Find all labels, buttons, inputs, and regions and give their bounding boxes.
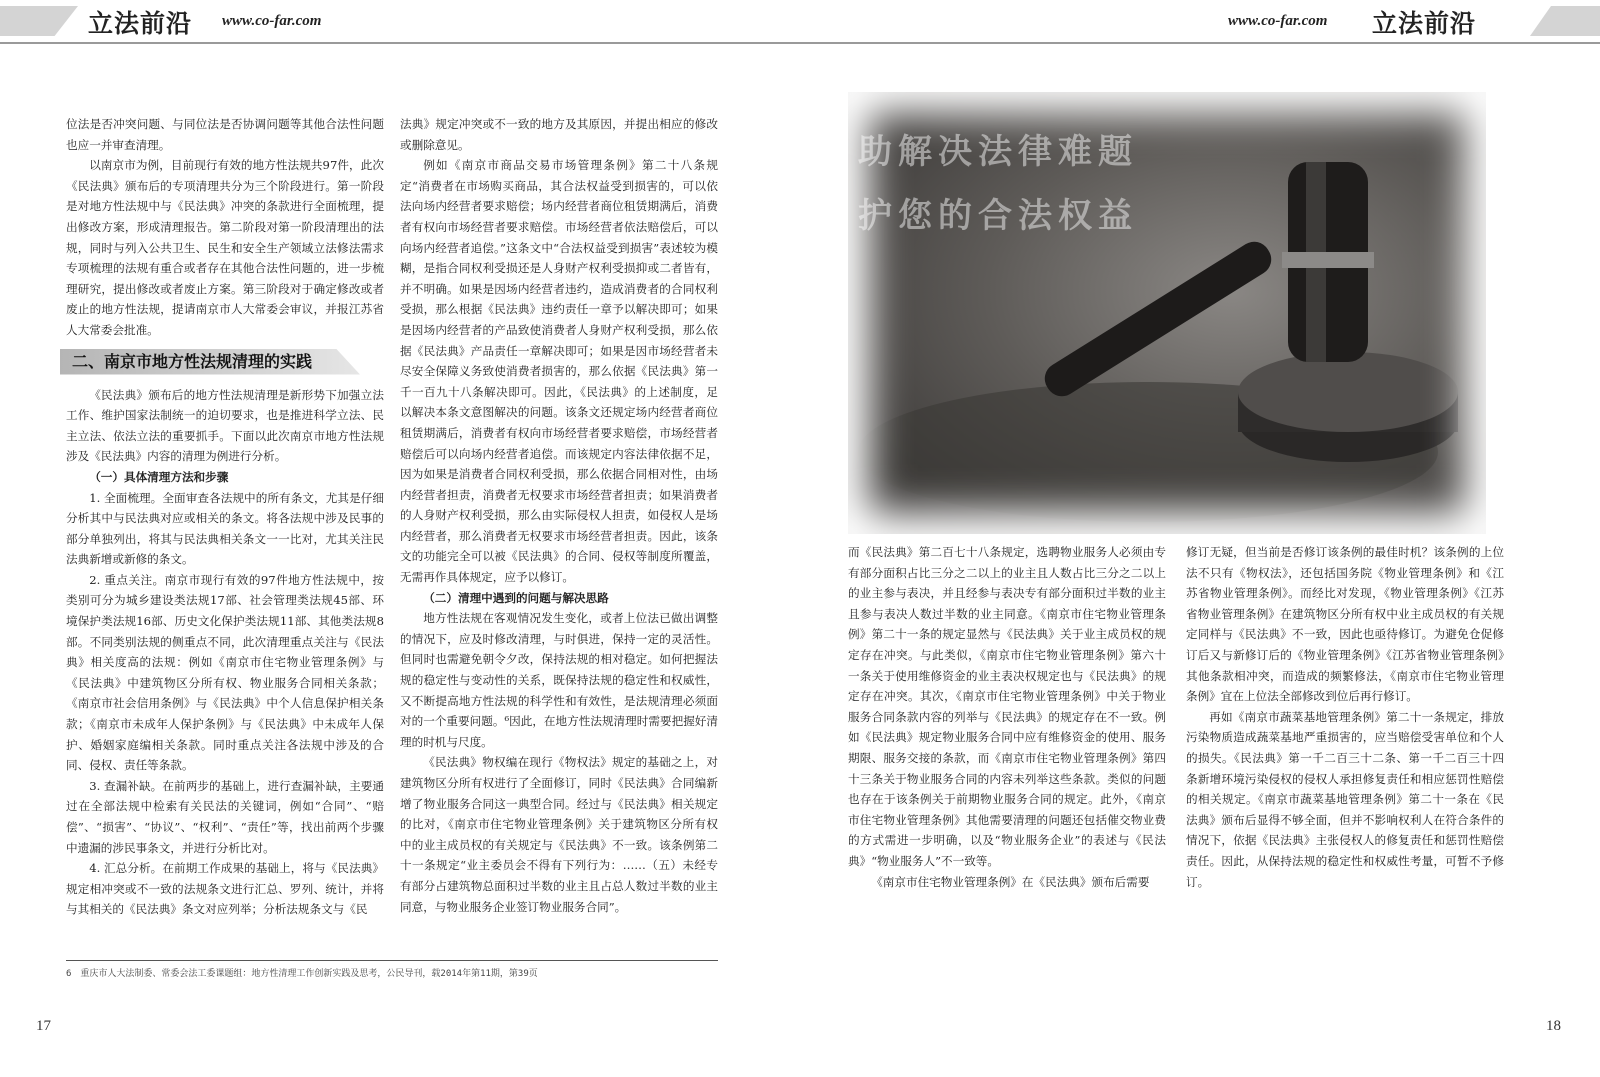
magazine-url-left: www.co-far.com [222,13,322,29]
subheading: （二）清理中遇到的问题与解决思路 [423,590,609,605]
paragraph: 3. 查漏补缺。在前两步的基础上，进行查漏补缺，主要通过在全部法规中检索有关民法的关键词，例如“合同”、“赔偿”、“损害”、“协议”、“权利”、“责任”等，找出前两个步骤中遗漏的涉民事条文，并进行分析比对。 [66,778,384,855]
left-page-column-1 [66,114,384,920]
paragraph: 以南京市为例，目前现行有效的地方性法规共97件，此次《民法典》颁布后的专项清理共分为三个阶段进行。第一阶段是对地方性法规中与《民法典》冲突的条款进行全面梳理，提出修改方案，形成清理报告。第二阶段对第一阶段清理出的法规，同时与列入公共卫生、民生和安全生产领域立法修法需求专项梳理的法规有重合或者存在其他合法性问题的，进一步梳理研究，提出修改或者废止方案。第三阶段对于确定修改或者废止的地方性法规，提请南京市人大常委会审议，并报江苏省人大常委会批准。 [66,158,384,337]
subheading: （一）具体清理方法和步骤 [89,469,229,484]
header-decor-left [0,6,78,36]
paragraph: 《民法典》物权编在现行《物权法》规定的基础之上，对建筑物区分所有权进行了全面修订，同时《民法典》合同编新增了物业服务合同这一典型合同。经过与《民法典》相关规定的比对，《南京市住宅物业管理条例》关于建筑物区分所有权中的业主成员权的有关规定与《民法典》不一致。该条例第二十一条规定“业主委员会不得有下列行为：……（五）未经专有部分占建筑物总面积过半数的业主且占总人数过半数的业主同意，与物业服务企业签订物业服务合同”。 [400,755,718,914]
footnote: 6 重庆市人大法制委、常委会法工委课题组：地方性清理工作创新实践及思考，公民导刊，载2014年第11期，第39页 [66,969,538,979]
page-number-left: 17 [36,1018,51,1034]
paragraph: 再如《南京市蔬菜基地管理条例》第二十一条规定，排放污染物质造成蔬菜基地严重损害的，应当赔偿受害单位和个人的损失。《民法典》第一千二百三十二条、第一千二百三十四条新增环境污染侵权的侵权人承担修复责任和相应惩罚性赔偿的相关规定。《南京市蔬菜基地管理条例》第二十一条在《民法典》颁布后显得不够全面，但并不影响权利人在符合条件的情况下，依据《民法典》主张侵权人的修复责任和惩罚性赔偿责任。因此，从保持法规的稳定性和权威性考量，可暂不予修订。 [1186,709,1504,889]
right-page-column-2 [1186,542,1504,892]
paragraph: 1. 全面梳理。全面审查各法规中的所有条文，尤其是仔细分析其中与民法典对应或相关的条文。将各法规中涉及民事的部分单独列出，将其与民法典相关条文一一比对，尤其关注民法典新增或新修的条文。 [66,490,384,567]
paragraph: 位法是否冲突问题、与同位法是否协调问题等其他合法性问题也应一并审查清理。 [66,117,384,152]
section-heading-text: 二、南京市地方性法规清理的实践 [72,351,313,371]
page-header [0,0,1600,44]
magazine-title-left: 立法前沿 [88,9,193,38]
magazine-url-right: www.co-far.com [1228,13,1328,29]
paragraph: 《民法典》颁布后的地方性法规清理是新形势下加强立法工作、维护国家法制统一的迫切要求，也是推进科学立法、民主立法、依法立法的重要抓手。下面以此次南京市地方性法规涉及《民法典》内容的清理为例进行分析。 [66,387,384,464]
paragraph: 法典》规定冲突或不一致的地方及其原因，并提出相应的修改或删除意见。 [400,117,718,152]
magazine-title-right: 立法前沿 [1372,9,1477,38]
paragraph: 而《民法典》第二百七十八条规定，选聘物业服务人必须由专有部分面积占比三分之二以上的业主且人数占比三分之二以上的业主参与表决，并且经参与表决专有部分面积过半数的业主且参与表决人数过半数的业主同意。《南京市住宅物业管理条例》第二十一条的规定显然与《民法典》关于业主成员权的规定存在冲突。与此类似，《南京市住宅物业管理条例》第六十一条关于使用维修资金的业主表决权规定也与《民法典》的规定存在冲突。其次，《南京市住宅物业管理条例》中关于物业服务合同条款内容的列举与《民法典》的规定存在不一致。例如《民法典》规定物业服务合同中应有维修资金的使用、服务期限、服务交接的条款，而《南京市住宅物业管理条例》第四十三条关于物业服务合同的内容未列举这些条款。类似的问题也存在于该条例关于前期物业服务合同的规定。此外，《南京市住宅物业管理条例》其他需要清理的问题还包括催交物业费的方式需进一步明确，以及“物业服务企业”的表述与《民法典》“物业服务人”不一致等。 [848,545,1166,868]
paragraph: 4. 汇总分析。在前期工作成果的基础上，将与《民法典》规定相冲突或不一致的法规条文进行汇总、罗列、统计，并将与其相关的《民法典》条文对应列举；分析法规条文与《民 [66,861,384,917]
paragraph: 修订无疑，但当前是否修订该条例的最佳时机？该条例的上位法不只有《物权法》，还包括国务院《物业管理条例》和《江苏省物业管理条例》。而经比对发现，《物业管理条例》《江苏省物业管理条例》在建筑物区分所有权中业主成员权的有关规定同样与《民法典》不一致，因此也亟待修订。为避免仓促修订后又与新修订后的《物业管理条例》《江苏省物业管理条例》其他条款相冲突，而造成的频繁修法，《南京市住宅物业管理条例》宜在上位法全部修改到位后再行修订。 [1186,545,1504,704]
photo-text-line-1: 助解决法律难题 [858,132,1138,172]
paragraph: 《南京市住宅物业管理条例》在《民法典》颁布后需要 [871,874,1150,889]
paragraph: 例如《南京市商品交易市场管理条例》第二十八条规定“消费者在市场购买商品，其合法权益受到损害的，可以依法向场内经营者要求赔偿；场内经营者商位租赁期满后，消费者有权向市场经营者要求赔偿。市场经营者依法赔偿后，可以向场内经营者追偿。”这条文中“合法权益受到损害”表述较为模糊，是指合同权利受损还是人身财产权利受损抑或二者皆有，并不明确。如果是因场内经营者违约，造成消费者的合同权利受损，那么根据《民法典》违约责任一章予以解决即可；如果是因场内经营者的产品致使消费者人身财产权利受损，那么依据《民法典》产品责任一章解决即可；如果是因市场经营者未尽安全保障义务致使消费者损害的，那么依据《民法典》第一千一百九十八条解决即可。因此，《民法典》的上述制度，足以解决本条文意图解决的问题。该条文还规定场内经营者商位租赁期满后，消费者有权向市场经营者要求赔偿，市场经营者赔偿后可以向场内经营者追偿。而该规定内容法律依据不足，因为如果是消费者合同权利受损，那么依据合同相对性，由场内经营者担责，消费者无权要求市场经营者担责；如果消费者的人身财产权利受损，那么由实际侵权人担责，如侵权人是场内经营者，那么消费者无权要求市场经营者担责。因此，该条文的功能完全可以被《民法典》的合同、侵权等制度所覆盖，无需再作具体规定，应予以修订。 [400,158,718,585]
left-page-column-2 [400,114,718,917]
paragraph: 2. 重点关注。南京市现行有效的97件地方性法规中，按类别可分为城乡建设类法规17部、社会管理类法规45部、环境保护类法规16部、历史文化保护类法规11部、其他类法规8部。不同类别法规的侧重点不同，此次清理重点关注与《民法典》相关度高的法规：例如《南京市住宅物业管理条例》与《民法典》中建筑物区分所有权、物业服务合同相关条款；《南京市社会信用条例》与《民法典》中个人信息保护相关条款；《南京市未成年人保护条例》与《民法典》中未成年人保护、婚姻家庭编相关条款。同时重点关注各法规中涉及的合同、侵权、责任等条款。 [66,572,384,773]
paragraph: 地方性法规在客观情况发生变化，或者上位法已做出调整的情况下，应及时修改清理，与时俱进，保持一定的灵活性。但同时也需避免朝令夕改，保持法规的相对稳定。如何把握法规的稳定性与变动性的关系，既保持法规的稳定性和权威性，又不断提高地方性法规的科学性和有效性，是法规清理必须面对的一个重要问题。⁶因此，在地方性法规清理时需要把握好清理的时机与尺度。 [400,611,718,749]
section-heading [60,347,384,377]
gavel-photo [848,92,1486,534]
footnote-rule [66,960,718,961]
page-number-right: 18 [1546,1018,1561,1034]
right-page-column-1 [848,542,1166,892]
photo-text-line-2: 护您的合法权益 [858,196,1138,236]
header-decor-right [1530,6,1600,36]
